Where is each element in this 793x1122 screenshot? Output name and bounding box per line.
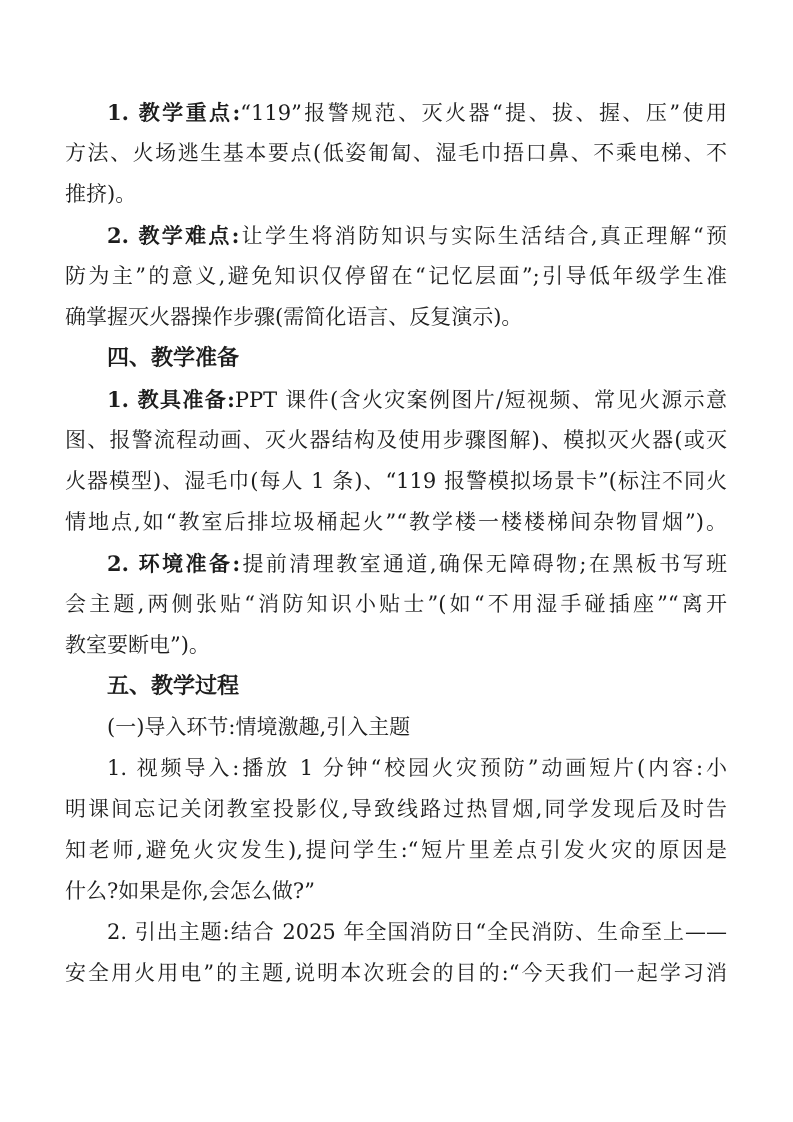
- text-line: [65, 543, 727, 584]
- text-segment: 防为主”的意义,避免知识仅停留在“记忆层面”;引导低年级学生准: [65, 264, 727, 288]
- text-segment: 推挤)。: [65, 182, 137, 206]
- text-line: [65, 215, 727, 256]
- text-segment: 安全用火用电”的主题,说明本次班会的目的:“今天我们一起学习消: [65, 961, 727, 985]
- text-segment: 教室要断电”)。: [65, 633, 210, 657]
- text-segment: 让学生将消防知识与实际生活结合,真正理解“预: [239, 224, 727, 248]
- text-segment: 图、报警流程动画、灭火器结构及使用步骤图解)、模拟灭火器(或灭: [65, 428, 727, 452]
- bold-label: 1. 教具准备:: [107, 387, 235, 412]
- text-line: [65, 133, 727, 174]
- text-segment: PPT 课件(含火灾案例图片/短视频、常见火源示意: [234, 388, 727, 412]
- text-segment: 知老师,避免火灾发生),提问学生:“短片里差点引发火灾的原因是: [65, 838, 727, 862]
- bold-label: 五、教学过程: [107, 674, 240, 699]
- text-segment: 情地点,如“教室后排垃圾桶起火”“教学楼一楼楼梯间杂物冒烟”)。: [65, 510, 727, 534]
- bold-label: 1. 教学重点:: [107, 100, 241, 125]
- text-line: [65, 420, 727, 461]
- text-segment: “119”报警规范、灭火器“提、拔、握、压”使用: [240, 101, 727, 125]
- text-line: [65, 748, 727, 789]
- text-line: [65, 256, 727, 297]
- section-heading: [65, 338, 727, 379]
- text-line: [65, 707, 727, 748]
- text-line: [65, 584, 727, 625]
- text-line: [65, 953, 727, 994]
- text-segment: 确掌握灭火器操作步骤(需简化语言、反复演示)。: [65, 305, 523, 329]
- text-line: [65, 461, 727, 502]
- text-segment: (一)导入环节:情境激趣,引入主题: [107, 715, 411, 739]
- text-line: [65, 625, 727, 666]
- bold-label: 四、教学准备: [107, 346, 240, 371]
- text-line: [65, 297, 727, 338]
- text-segment: 2. 引出主题:结合 2025 年全国消防日“全民消防、生命至上——: [107, 920, 727, 944]
- text-line: [65, 912, 727, 953]
- text-line: [65, 92, 727, 133]
- text-segment: 提前清理教室通道,确保无障碍物;在黑板书写班: [240, 552, 727, 576]
- text-line: [65, 871, 727, 912]
- text-segment: 什么?如果是你,会怎么做?”: [65, 879, 315, 903]
- document-body: [65, 92, 727, 994]
- text-line: [65, 830, 727, 871]
- text-segment: 1. 视频导入:播放 1 分钟“校园火灾预防”动画短片(内容:小: [107, 756, 727, 780]
- text-segment: 火器模型)、湿毛巾(每人 1 条)、“119 报警模拟场景卡”(标注不同火: [65, 469, 727, 493]
- text-segment: 明课间忘记关闭教室投影仪,导致线路过热冒烟,同学发现后及时告: [65, 797, 727, 821]
- text-segment: 会主题,两侧张贴“消防知识小贴士”(如“不用湿手碰插座”“离开: [65, 592, 727, 616]
- text-line: [65, 174, 727, 215]
- text-line: [65, 789, 727, 830]
- bold-label: 2. 教学难点:: [107, 223, 240, 248]
- text-line: [65, 379, 727, 420]
- text-line: [65, 502, 727, 543]
- text-segment: 方法、火场逃生基本要点(低姿匍匐、湿毛巾捂口鼻、不乘电梯、不: [65, 141, 727, 165]
- bold-label: 2. 环境准备:: [107, 551, 241, 576]
- section-heading: [65, 666, 727, 707]
